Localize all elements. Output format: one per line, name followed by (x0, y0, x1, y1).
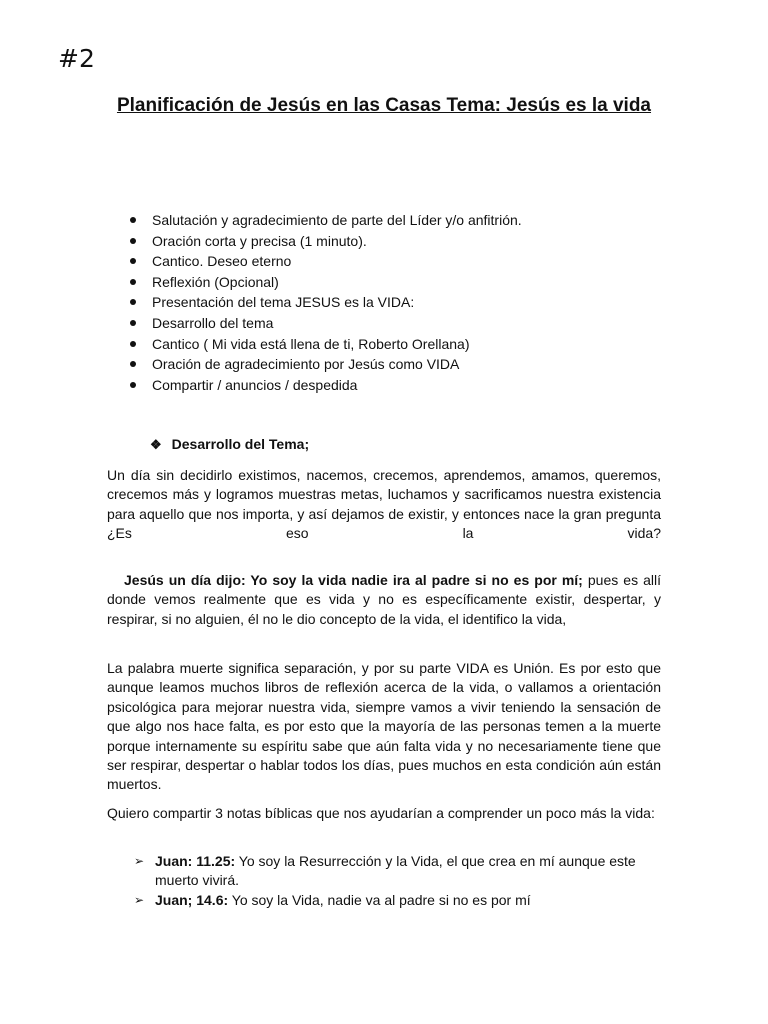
verse-text: Yo soy la Resurrección y la Vida, el que crea en mí aunque este muerto vivirá. (155, 853, 636, 889)
agenda-item-text: Reflexión (Opcional) (152, 273, 279, 290)
quote-rest-text: pues es allí donde vemos realmente que es vida y no es específicamente existir, despertar, y respirar, si no alguien, él no le dio concepto de la vida, el identifico la vida, (107, 572, 661, 627)
list-item (128, 334, 522, 355)
section-heading (150, 436, 309, 453)
page-number: #2 (58, 44, 95, 73)
list-item (134, 852, 661, 891)
arrow-bullet-icon: ➢ (134, 854, 145, 868)
agenda-item-text: Desarrollo del tema (152, 314, 274, 331)
bullet-icon (130, 382, 136, 388)
list-item (128, 210, 522, 231)
paragraph-jesus-quote (107, 571, 661, 629)
bullet-icon (130, 238, 136, 244)
list-item (128, 231, 522, 252)
paragraph-intro: Un día sin decidirlo existimos, nacemos, crecemos, aprendemos, amamos, queremos, crecemos más y logramos muestras metas, luchamos y sacrificamos nuestra existencia para aquello que nos importa, y así dejamos de existir, y entonces nace la gran pregunta ¿Es eso la vida? (107, 467, 661, 542)
document-title: Planificación de Jesús en las Casas Tema: Jesús es la vida (116, 95, 652, 116)
bullet-icon (130, 217, 136, 223)
verse-reference: Juan: 11.25: (155, 853, 236, 869)
section-heading-text: Desarrollo del Tema; (171, 436, 310, 452)
list-item (128, 272, 522, 293)
diamond-bullet-icon: ❖ (150, 437, 162, 452)
list-item (128, 292, 522, 313)
list-item (128, 375, 522, 396)
bullet-icon (130, 341, 136, 347)
verse-text: Yo soy la Vida, nadie va al padre si no es por mí (228, 891, 531, 908)
agenda-item-text: Presentación del tema JESUS es la VIDA: (152, 294, 415, 311)
bullet-icon (130, 299, 136, 305)
agenda-list (128, 210, 522, 395)
agenda-item-text: Oración corta y precisa (1 minuto). (152, 232, 367, 249)
verse-reference: Juan; 14.6: (155, 891, 229, 908)
agenda-item-text: Cantico ( Mi vida está llena de ti, Roberto Orellana) (152, 335, 470, 352)
agenda-item-text: Salutación y agradecimiento de parte del Líder y/o anfitrión. (152, 212, 522, 228)
list-item (128, 313, 522, 334)
verse-list (134, 852, 661, 910)
bullet-icon (130, 258, 136, 264)
paragraph-bible-notes: Quiero compartir 3 notas bíblicas que nos ayudarían a comprender un poco más la vida: (107, 805, 655, 821)
agenda-item-text: Compartir / anuncios / despedida (152, 376, 358, 393)
bullet-icon (130, 279, 136, 285)
arrow-bullet-icon: ➢ (134, 892, 145, 907)
list-item (134, 891, 661, 910)
quote-bold-text: Jesús un día dijo: Yo soy la vida nadie ira al padre si no es por mí; (124, 572, 583, 588)
paragraph-death-life: La palabra muerte significa separación, y por su parte VIDA es Unión. Es por esto que aunque leamos muchos libros de reflexión acerca de la vida, o vallamos a orientación psicológica para mejorar nuestra vida, siempre vamos a vivir teniendo la sensación de que algo nos hace falta, es por esto que la mayoría de las personas temen a la muerte porque internamente su espíritu sabe que aún falta vida y no necesariamente tiene que ser respirar, despertar o hablar todos los días, pues muchos en esta condición aún están muertos. (107, 660, 661, 793)
agenda-item-text: Oración de agradecimiento por Jesús como VIDA (152, 356, 460, 373)
agenda-item-text: Cantico. Deseo eterno (152, 253, 292, 270)
list-item (128, 251, 522, 272)
bullet-icon (130, 361, 136, 367)
list-item (128, 354, 522, 375)
bullet-icon (130, 320, 136, 326)
